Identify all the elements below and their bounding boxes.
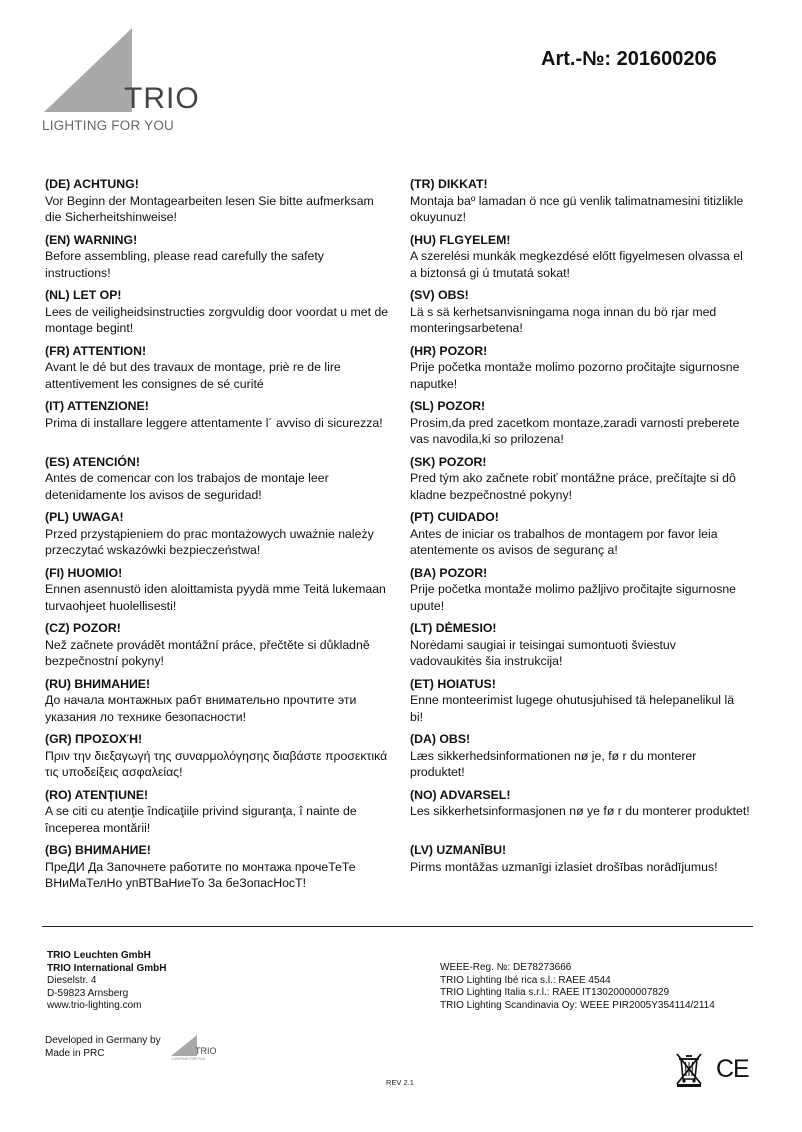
warning-text: Πριν την διεξαγωγή της συναρμολόγησης διαβάστε προσεκτικά τις υποδείξεις ασφαλείας! bbox=[45, 748, 388, 779]
warning-text: Ennen asennustö iden aloittamista pyydä mme Teitä lukemaan turvaohjeet huolellisesti! bbox=[45, 582, 386, 613]
warning-text: До начала монтажных рабт внимательно прочтите эти указания ло технике безопасности! bbox=[45, 693, 357, 724]
warning-block bbox=[410, 676, 750, 732]
warning-text: Læs sikkerhedsinformationen nø je, fø r du monterer produktet! bbox=[410, 748, 697, 779]
warning-heading: (DE) ACHTUNG! bbox=[45, 177, 139, 191]
warning-text: A se citi cu atenţie îndicaţiile privind siguranţa, î nainte de începerea montării! bbox=[45, 804, 357, 835]
warning-block bbox=[410, 398, 750, 454]
warning-block bbox=[410, 565, 750, 621]
warning-text: Enne monteerimist lugege ohutusjuhised tä helepanelikul lä bi! bbox=[410, 693, 735, 724]
warning-heading: (CZ) POZOR! bbox=[45, 621, 121, 635]
warning-text: Lees de veiligheidsinstructies zorgvuldig door voordat u met de montage begint! bbox=[45, 304, 389, 335]
warning-text: Lä s sä kerhetsanvisningama noga innan du bö rjar med monteringsarbetena! bbox=[410, 304, 717, 335]
warning-block bbox=[410, 731, 750, 787]
warning-text: Pirms montāžas uzmanīgi izlasiet drošības norādījumus! bbox=[410, 859, 718, 874]
company-street: Dieselstr. 4 bbox=[47, 975, 97, 987]
made-in: Made in PRC bbox=[45, 1047, 105, 1059]
warning-block bbox=[410, 232, 750, 288]
warning-text: Montaja baº lamadan ö nce gü venlik talimatnamesini titizlikle okuyunuz! bbox=[410, 193, 744, 224]
warning-text: Les sikkerhetsinformasjonen nø ye fø r du monterer produktet! bbox=[410, 804, 750, 818]
company-website: www.trio-lighting.com bbox=[47, 1000, 142, 1012]
warning-heading: (IT) ATTENZIONE! bbox=[45, 399, 149, 413]
warning-block bbox=[45, 176, 390, 232]
logo-brand: TRIO bbox=[124, 82, 200, 115]
warning-block bbox=[45, 232, 390, 288]
warning-block bbox=[45, 565, 390, 621]
warning-text: Avant le dé but des travaux de montage, priè re de lire attentivement les consignes de sé curité bbox=[45, 360, 341, 391]
warning-block bbox=[410, 343, 750, 399]
warning-text: Before assembling, please read carefully the safety instructions! bbox=[45, 249, 324, 280]
small-logo-brand: TRIO bbox=[195, 1046, 217, 1056]
weee-line: WEEE-Reg. №: DE78273666 bbox=[440, 962, 572, 973]
warning-heading: (LT) DĖMESIO! bbox=[410, 621, 497, 635]
warning-block bbox=[45, 676, 390, 732]
warning-text: Prije početka montaže molimo pažljivo pročitajte sigurnosne upute! bbox=[410, 582, 737, 613]
warning-text: Antes de comencar con los trabajos de montaje leer detenidamente los avisos de seguridad! bbox=[45, 471, 329, 502]
warning-block bbox=[45, 287, 390, 343]
warning-heading: (SK) POZOR! bbox=[410, 454, 487, 469]
weee-registrations bbox=[440, 962, 735, 1012]
warning-heading: (DA) OBS! bbox=[410, 732, 471, 746]
developed-in: Developed in Germany by bbox=[45, 1035, 161, 1046]
warning-heading: (PT) CUIDADO! bbox=[410, 510, 499, 524]
warning-heading: (NO) ADVARSEL! bbox=[410, 787, 511, 802]
warning-heading: (LV) UZMANĪBU! bbox=[410, 843, 507, 857]
company-name-2: TRIO International GmbH bbox=[47, 962, 167, 974]
warning-block bbox=[45, 509, 390, 565]
article-number: Art.-№: 201600206 bbox=[541, 48, 717, 70]
warning-block bbox=[45, 343, 390, 399]
warnings-left-column bbox=[45, 176, 390, 898]
warning-heading: (TR) DIKKAT! bbox=[410, 177, 488, 191]
warning-text: Vor Beginn der Montagearbeiten lesen Sie bitte aufmerksam die Sicherheitshinweise! bbox=[45, 193, 374, 224]
warning-heading: (SL) POZOR! bbox=[410, 399, 486, 413]
warning-block bbox=[410, 509, 750, 565]
warning-block bbox=[410, 454, 750, 510]
ce-mark: CE bbox=[716, 1055, 749, 1083]
warning-heading: (ES) ATENCIÓN! bbox=[45, 454, 140, 469]
warning-heading: (FR) ATTENTION! bbox=[45, 343, 147, 358]
warning-heading: (PL) UWAGA! bbox=[45, 510, 124, 524]
warning-heading: (FI) HUOMIO! bbox=[45, 565, 123, 580]
weee-line: TRIO Lighting Ibé rica s.l.: RAEE 4544 bbox=[440, 974, 611, 986]
origin-info bbox=[45, 1035, 161, 1060]
warning-text: Antes de iniciar os trabalhos de montagem por favor leia atentemente os avisos de seguranç a! bbox=[410, 526, 718, 557]
warning-heading: (EN) WARNING! bbox=[45, 232, 138, 247]
warning-block bbox=[45, 454, 390, 510]
warning-text: Prosim,da pred zacetkom montaze,zaradi varnosti preberete vas navodila,ki so prilozena! bbox=[410, 415, 740, 446]
warning-text: Prima di installare leggere attentamente l´ avviso di sicurezza! bbox=[45, 415, 383, 430]
small-trio-logo bbox=[170, 1034, 215, 1062]
warning-block bbox=[45, 620, 390, 676]
warning-heading: (BG) ВНИМАНИЕ! bbox=[45, 843, 151, 857]
warning-text: Pred tým ako začnete robiť montážne práce, prečítajte si dô kladne bezpečnostné pokyny! bbox=[410, 471, 736, 502]
warning-block bbox=[45, 731, 390, 787]
weee-line: TRIO Lighting Scandinavia Oy: WEEE PIR2005Y354114/2114 bbox=[440, 999, 715, 1011]
warning-text: Przed przystąpieniem do prac montażowych uważnie należy przeczytać wskazówki bezpieczeństwa! bbox=[45, 526, 374, 557]
warning-block bbox=[410, 176, 750, 232]
warning-heading: (HR) POZOR! bbox=[410, 343, 488, 358]
warning-heading: (NL) LET OP! bbox=[45, 288, 122, 302]
warning-heading: (ET) HOIATUS! bbox=[410, 676, 496, 691]
revision: REV 2.1 bbox=[386, 1078, 414, 1087]
warning-text: Norėdami saugiai ir teisingai sumontuoti šviestuv vadovaukitės šia instrukcija! bbox=[410, 637, 676, 668]
logo-tagline: LIGHTING FOR YOU bbox=[42, 118, 174, 133]
small-logo-tagline: LIGHTING FOR YOU bbox=[172, 1057, 206, 1061]
divider bbox=[42, 926, 753, 927]
warning-heading: (BA) POZOR! bbox=[410, 565, 488, 580]
warning-block bbox=[45, 398, 390, 454]
warning-heading: (RU) ВНИМАНИЕ! bbox=[45, 676, 151, 691]
warning-block bbox=[410, 287, 750, 343]
warning-heading: (SV) OBS! bbox=[410, 288, 469, 302]
warning-heading: (GR) ΠΡΟΣΟΧΉ! bbox=[45, 732, 143, 746]
warnings-right-column bbox=[410, 176, 750, 898]
company-name-1: TRIO Leuchten GmbH bbox=[47, 950, 151, 961]
warning-block bbox=[410, 620, 750, 676]
warning-block bbox=[410, 842, 750, 898]
warning-text: A szerelési munkák megkezdésé előtt figyelmesen olvassa el a biztonsá gi ú tmutatá sokat! bbox=[410, 249, 743, 280]
warning-text: Než začnete provádět montážní práce, přečtěte si důkladně bezpečnostní pokyny! bbox=[45, 637, 370, 668]
warning-block bbox=[45, 787, 390, 843]
crossed-bin-icon bbox=[673, 1051, 705, 1092]
company-city: D-59823 Arnsberg bbox=[47, 987, 129, 999]
warning-text: ПреДИ Да Започнете работите по монтажа прочеТеТе ВНиМаТелНо упВТВаНиеТо За беЗопасНосТ! bbox=[45, 859, 356, 890]
company-address bbox=[47, 950, 166, 1013]
warning-text: Prije početka montaže molimo pozorno pročitajte sigurnosne naputke! bbox=[410, 360, 740, 391]
warning-heading: (HU) FLGYELEM! bbox=[410, 232, 511, 247]
weee-line: TRIO Lighting Italia s.r.l.: RAEE IT13020000007829 bbox=[440, 987, 670, 999]
warning-block bbox=[410, 787, 750, 843]
trio-logo bbox=[42, 26, 202, 136]
warning-heading: (RO) ATENŢIUNE! bbox=[45, 787, 149, 802]
warning-block bbox=[45, 842, 390, 898]
